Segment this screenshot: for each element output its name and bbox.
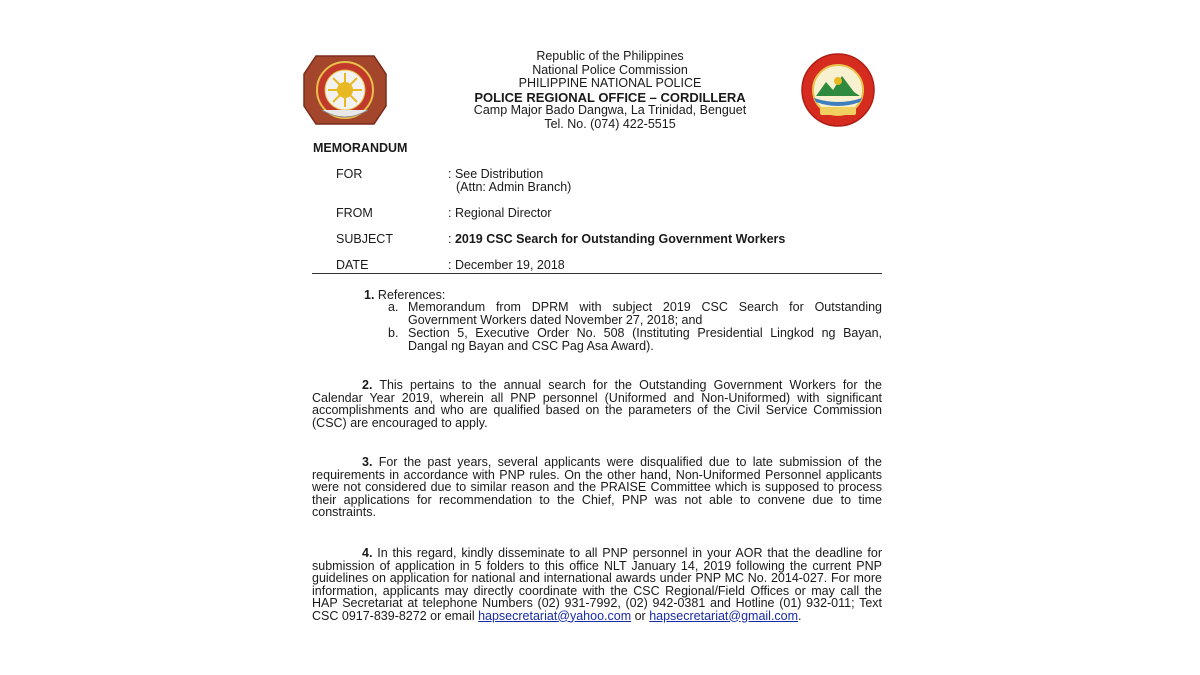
letterhead-line-1: Republic of the Philippines — [536, 49, 684, 63]
subject-value-wrap — [448, 233, 785, 246]
from-label: FROM — [336, 206, 373, 220]
header-divider — [312, 273, 882, 274]
date-label: DATE — [336, 258, 369, 272]
paragraph-3-number: 3. — [362, 455, 373, 469]
letterhead-line-3: PHILIPPINE NATIONAL POLICE — [518, 76, 702, 90]
paragraph-3-text: For the past years, several applicants were disqualified due to late submission of the requirements in accordance with PNP rules. On the other hand, Non-Uniformed Personnel applicants were not considered due to similar reason and the PRAISE Committee which is supposed to process their applications for recommendation to the Chief, PNP was not able to convene due to time constraints. — [312, 455, 882, 519]
reference-letter: b. — [388, 326, 399, 340]
subject-value: 2019 CSC Search for Outstanding Government Workers — [454, 232, 786, 246]
subject-colon: : — [448, 232, 455, 246]
pro-cordillera-seal-icon — [800, 52, 876, 128]
paragraph-2-number: 2. — [362, 378, 373, 392]
letterhead-line-2: National Police Commission — [532, 62, 688, 77]
memo-title: MEMORANDUM — [313, 141, 408, 155]
paragraph-3 — [312, 456, 882, 519]
reference-letter: a. — [388, 300, 399, 314]
reference-text: Memorandum from DPRM with subject 2019 CSC Search for Outstanding Government Workers dated November 27, 2018; and — [408, 300, 882, 327]
email-link-yahoo[interactable]: hapsecretariat@yahoo.com — [478, 608, 632, 623]
letterhead-phone: Tel. No. (074) 422-5515 — [544, 116, 676, 131]
for-label: FOR — [336, 167, 363, 181]
paragraph-4-or: or — [631, 608, 650, 623]
paragraph-2 — [312, 379, 882, 429]
paragraph-2-text: This pertains to the annual search for the Outstanding Government Workers for the Calendar Year 2019, wherein all PNP personnel (Uniformed and Non-Uniformed) with significant accomplishments and who are qualified based on the parameters of the Civil Service Commission (CSC) are encouraged to apply. — [312, 378, 882, 430]
from-value: : Regional Director — [448, 206, 552, 220]
paragraph-4-text: In this regard, kindly disseminate to all PNP personnel in your AOR that the deadline for submission of application in 5 folders to this office NLT January 14, 2019 following the current PNP guidelines on application for national and international awards under PNP MC No. 2014-027. For more information, applicants may directly coordinate with the CSC Regional/Field Offices or may call the HAP Secretariat at telephone Numbers (02) 931-7992, (02) 942-0381 and Hotline (01) 932-011; Text CSC 0917-839-8272 or email — [312, 546, 882, 623]
letterhead — [420, 50, 800, 131]
email-link-gmail[interactable]: hapsecretariat@gmail.com — [649, 608, 799, 623]
reference-text: Section 5, Executive Order No. 508 (Instituting Presidential Lingkod ng Bayan, Dangal ng Bayan and CSC Pag Asa Award). — [408, 326, 882, 353]
attn-value: (Attn: Admin Branch) — [456, 180, 572, 194]
letterhead-address: Camp Major Bado Dangwa, La Trinidad, Benguet — [473, 103, 747, 117]
letterhead-office-name: POLICE REGIONAL OFFICE – CORDILLERA — [474, 89, 746, 105]
references-number: 1. — [364, 288, 375, 302]
subject-label: SUBJECT — [336, 232, 393, 246]
references-title: References: — [374, 288, 446, 302]
date-value: : December 19, 2018 — [448, 258, 565, 272]
paragraph-4 — [312, 547, 882, 622]
paragraph-4-number: 4. — [362, 546, 373, 560]
for-value: : See Distribution — [448, 167, 544, 181]
pnp-seal-icon — [302, 54, 388, 126]
paragraph-4-end: . — [798, 608, 802, 623]
